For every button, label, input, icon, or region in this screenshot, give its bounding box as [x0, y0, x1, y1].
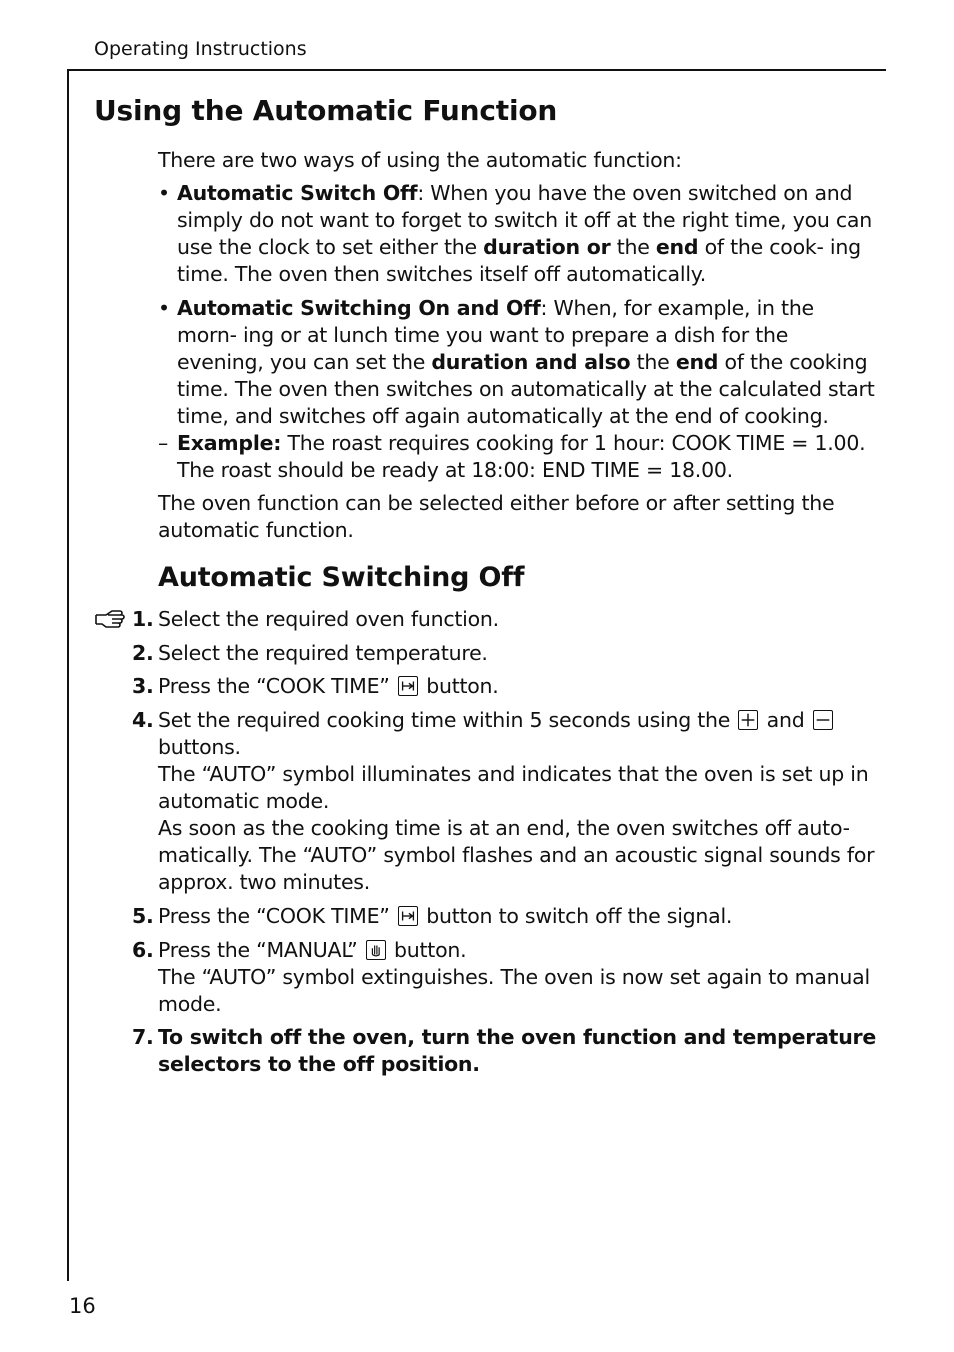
- step-number: 7.: [132, 1025, 154, 1049]
- step-item: [132, 707, 888, 896]
- step-text: button.: [419, 674, 499, 698]
- step-number: 5.: [132, 904, 154, 928]
- step-number: 4.: [132, 708, 154, 732]
- bullet-item: [158, 295, 877, 430]
- bullet-marker: •: [158, 181, 170, 205]
- step-item: [132, 937, 888, 1018]
- step-text: Select the required temperature.: [158, 641, 488, 665]
- bullet-marker: •: [158, 296, 170, 320]
- step-number: 6.: [132, 938, 154, 962]
- step-text: button to switch off the signal.: [419, 904, 733, 928]
- example-item: [158, 430, 877, 484]
- manual-hand-icon: [366, 940, 386, 960]
- example-text: The roast requires cooking for 1 hour: COOK TIME = 1.00. The roast should be ready at 18:00: END TIME = 18.00.: [177, 431, 866, 482]
- cook-time-icon: [398, 906, 418, 926]
- bullet-emphasis: duration and also: [431, 350, 631, 374]
- step-note: The “AUTO” symbol extinguishes. The oven is now set again to manual mode.: [158, 965, 870, 1016]
- bullet-text: the: [630, 350, 676, 374]
- closing-text: The oven function can be selected either before or after setting the automatic function.: [158, 491, 835, 542]
- step-item: [132, 1024, 888, 1078]
- bullet-text: : When, for example, in the morn- ing or at lunch time you want to prepare a dish for the evening, you can set the: [177, 296, 814, 374]
- bullet-emphasis: end: [675, 350, 719, 374]
- intro-text: There are two ways of using the automatic function:: [158, 148, 682, 172]
- bullet-emphasis: end: [655, 235, 699, 259]
- bullet-item: [158, 180, 877, 288]
- step-text: Press the “COOK TIME”: [158, 904, 396, 928]
- step-text: Select the required oven function.: [158, 607, 499, 631]
- step-number: 1.: [132, 607, 154, 631]
- step-text: Set the required cooking time within 5 seconds using the: [158, 708, 737, 732]
- step-note: The “AUTO” symbol illuminates and indicates that the oven is set up in automatic mode.: [158, 762, 869, 813]
- step-text: buttons.: [158, 735, 241, 759]
- step-item: [132, 903, 888, 930]
- step-text: Press the “COOK TIME”: [158, 674, 396, 698]
- minus-icon: [813, 710, 833, 730]
- step-item: [132, 640, 888, 667]
- bullet-text: the: [610, 235, 656, 259]
- bullet-text: of the cooking time. The oven then switches on automatically at the calculated start time, and switches off again automatically at the end of cooking.: [177, 350, 875, 428]
- bullet-term: Automatic Switching On and Off: [177, 296, 541, 320]
- bullet-emphasis: duration or: [483, 235, 611, 259]
- cook-time-icon: [398, 676, 418, 696]
- dash-marker: –: [158, 431, 168, 455]
- step-text: and: [760, 708, 811, 732]
- bullet-text: of the cook- ing time. The oven then switches itself off automatically.: [177, 235, 861, 286]
- pointing-hand-icon: [94, 607, 128, 633]
- step-text: Press the “MANUAL”: [158, 938, 364, 962]
- running-header: Operating Instructions: [94, 38, 307, 60]
- plus-icon: [738, 710, 758, 730]
- step-number: 2.: [132, 641, 154, 665]
- step-number: 3.: [132, 674, 154, 698]
- header-rule: [68, 69, 886, 71]
- step-text: To switch off the oven, turn the oven function and temperature selectors to the off position.: [158, 1025, 877, 1076]
- subsection-title: Automatic Switching Off: [158, 562, 525, 593]
- bullet-text: : When you have the oven switched on and simply do not want to forget to switch it off at the right time, you can use the clock to set either the: [177, 181, 872, 259]
- example-label: Example:: [177, 431, 282, 455]
- step-note: As soon as the cooking time is at an end, the oven switches off auto- matically. The “AUTO” symbol flashes and an acoustic signal sounds for approx. two minutes.: [158, 816, 875, 894]
- page-number: 16: [69, 1294, 96, 1318]
- step-item: [132, 606, 888, 633]
- margin-rule: [67, 69, 69, 1281]
- bullet-term: Automatic Switch Off: [177, 181, 418, 205]
- step-text: button.: [387, 938, 467, 962]
- step-item: [132, 673, 888, 700]
- section-title: Using the Automatic Function: [94, 94, 558, 127]
